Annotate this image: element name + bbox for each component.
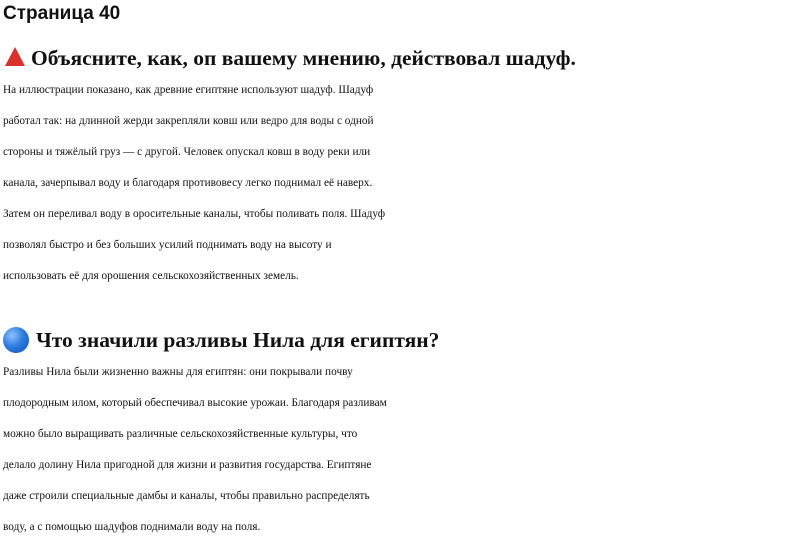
answer-line: стороны и тяжёлый груз — с другой. Человек опускал ковш в воду реки или — [3, 146, 371, 158]
answer-paragraph — [3, 75, 800, 292]
question-text: Объясните, как, оп вашему мнению, действовал шадуф. — [31, 46, 576, 70]
answer-line: даже строили специальные дамбы и каналы, чтобы правильно распределять — [3, 490, 370, 502]
red-triangle-icon — [5, 47, 25, 66]
answer-line: Разливы Нила были жизненно важны для египтян: они покрывали почву — [3, 366, 353, 378]
answer-line: использовать её для орошения сельскохозяйственных земель. — [3, 270, 299, 282]
question-section-shaduf — [3, 41, 800, 292]
answer-line: делало долину Нила пригодной для жизни и развития государства. Египтяне — [3, 459, 372, 471]
question-heading — [3, 323, 800, 357]
blue-circle-icon — [3, 327, 29, 353]
page-number-heading: Страница 40 — [3, 3, 121, 24]
answer-line: На иллюстрации показано, как древние египтяне используют шадуф. Шадуф — [3, 84, 374, 96]
answer-line: Затем он переливал воду в оросительные каналы, чтобы поливать поля. Шадуф — [3, 208, 386, 220]
answer-paragraph — [3, 357, 800, 538]
answer-line: позволял быстро и без больших усилий поднимать воду на высоту и — [3, 239, 332, 251]
answer-line: можно было выращивать различные сельскохозяйственные культуры, что — [3, 428, 358, 440]
answer-line: плодородным илом, который обеспечивал высокие урожаи. Благодаря разливам — [3, 397, 387, 409]
answer-line: канала, зачерпывал воду и благодаря противовесу легко поднимал её наверх. — [3, 177, 373, 189]
answer-line: работал так: на длинной жерди закрепляли ковш или ведро для воды с одной — [3, 115, 374, 127]
question-heading — [3, 41, 800, 75]
question-text: Что значили разливы Нила для египтян? — [36, 328, 440, 352]
question-section-nile-floods — [3, 323, 800, 538]
answer-line: воду, а с помощью шадуфов поднимали воду на поля. — [3, 521, 261, 533]
